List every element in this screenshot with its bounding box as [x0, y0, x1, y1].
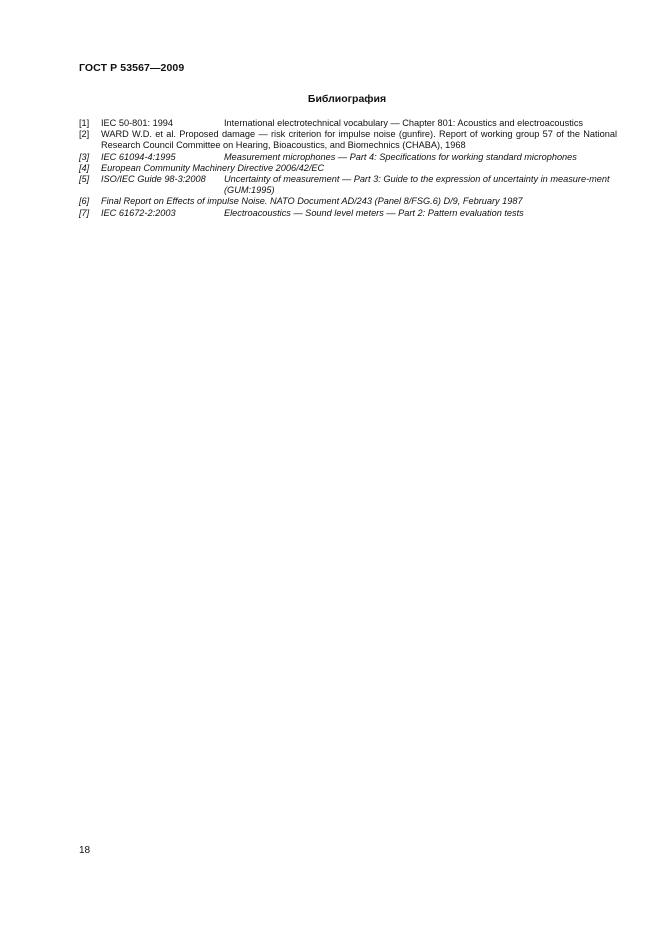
- document-header: ГОСТ Р 53567—2009: [79, 62, 185, 74]
- entry-text: European Community Machinery Directive 2006/42/EC: [101, 162, 325, 173]
- entry-number: [5]: [79, 174, 90, 185]
- entry-number: [4]: [79, 162, 90, 173]
- entry-code: IEC 61094-4:1995: [101, 151, 176, 162]
- entry-number: [3]: [79, 151, 90, 162]
- bibliography-entry-6: [79, 196, 617, 207]
- bibliography-entry-7: [79, 208, 617, 219]
- page-number: 18: [79, 845, 91, 856]
- bibliography-entry-3: [79, 152, 617, 163]
- entry-code: ISO/IEC Guide 98-3:2008: [101, 174, 206, 185]
- entry-title: Measurement microphones — Part 4: Specifications for working standard microphones: [224, 151, 577, 162]
- bibliography-entry-4: [79, 163, 617, 174]
- entry-code: IEC 61672-2:2003: [101, 207, 176, 218]
- bibliography-entry-5: [79, 174, 617, 196]
- entry-number: [2]: [79, 129, 90, 140]
- bibliography-entry-2: [79, 129, 617, 151]
- section-title: Библиография: [307, 93, 387, 105]
- entry-number: [1]: [79, 118, 90, 128]
- bibliography-entry-1: [79, 118, 617, 129]
- entry-text: WARD W.D. et al. Proposed damage — risk criterion for impulse noise (gunfire). Report of working group 57 of the National Research Council Committee on Hearing, Bioacoustics, and Biomechnics (CHABA), 1968: [101, 129, 617, 151]
- bibliography-list: [79, 118, 617, 219]
- entry-number: [7]: [79, 207, 90, 218]
- entry-text: Final Report on Effects of impulse Noise. NATO Document AD/243 (Panel 8/FSG.6) D/9, February 1987: [101, 196, 523, 207]
- entry-title: Electroacoustics — Sound level meters — Part 2: Pattern evaluation tests: [224, 207, 524, 218]
- entry-title: International electrotechnical vocabulary — Chapter 801: Acoustics and electroacoustics: [224, 118, 584, 128]
- entry-code: IEC 50-801: 1994: [101, 118, 174, 128]
- entry-number: [6]: [79, 196, 90, 207]
- entry-title: Uncertainty of measurement — Part 3: Guide to the expression of uncertainty in measure-ment (GUM:1995): [224, 174, 610, 196]
